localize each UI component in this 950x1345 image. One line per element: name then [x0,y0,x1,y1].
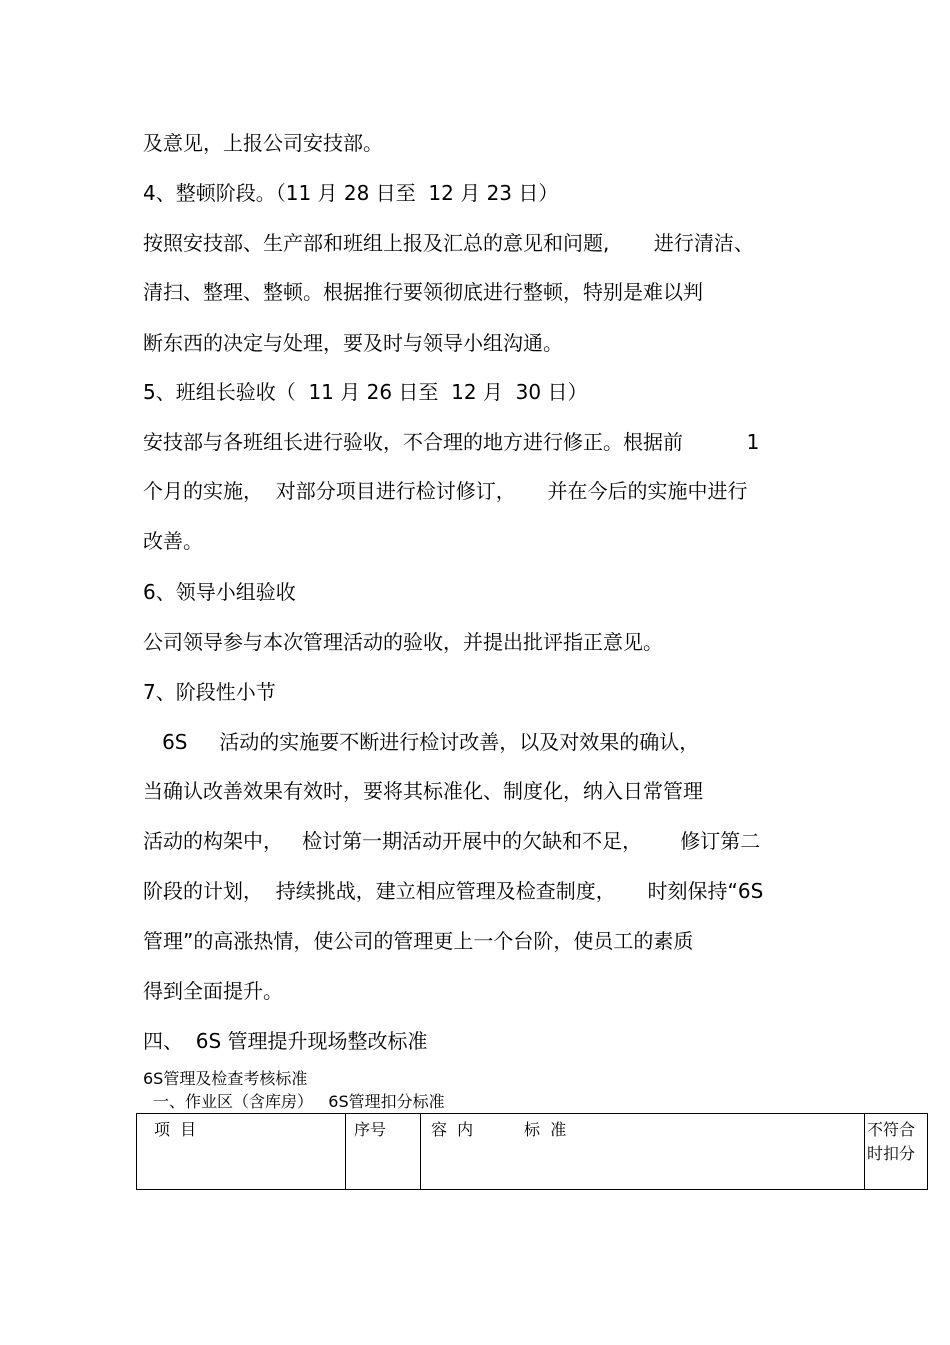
table-header-row [137,1114,928,1190]
text-line: 改善。 [143,529,203,553]
text-line: 安技部与各班组长进行验收，不合理的地方进行修正。根据前 1 [143,430,760,454]
text-line: 7、阶段性小节 [143,680,276,704]
text-line: 管理”的高涨热情，使公司的管理更上一个台阶，使员工的素质 [143,929,694,953]
header-deduction: 不符合时扣分 [865,1114,928,1190]
text-line: 得到全面提升。 [143,979,283,1003]
standards-table [136,1113,928,1190]
text-line: 5、班组长验收（ 11 月 26 日至 12 月 30 日） [143,380,588,404]
header-item: 项 目 [137,1114,346,1190]
text-line: 公司领导参与本次管理活动的验收，并提出批评指正意见。 [143,630,663,654]
section-heading: 四、 6S 管理提升现场整改标准 [143,1029,428,1053]
text-line: 6S 活动的实施要不断进行检讨改善，以及对效果的确认， [143,730,700,754]
text-line: 按照安技部、生产部和班组上报及汇总的意见和问题, 进行清洁、 [143,231,754,255]
text-line: 活动的构架中， 检讨第一期活动开展中的欠缺和不足， 修订第二 [143,829,761,853]
subheading: 6S管理及检查考核标准 [143,1069,308,1088]
text-line: 及意见，上报公司安技部。 [143,131,383,155]
text-line: 清扫、整理、整顿。根据推行要领彻底进行整顿，特别是难以判 [143,280,703,304]
text-line: 阶段的计划， 持续挑战，建立相应管理及检查制度， 时刻保持“6S [143,879,764,903]
text-line: 断东西的决定与处理，要及时与领导小组沟通。 [143,331,563,355]
table-caption: 一、作业区（含库房） 6S管理扣分标准 [153,1092,445,1111]
header-content-standard: 容 内 标 准 [421,1114,865,1190]
text-line: 4、整顿阶段。（11 月 28 日至 12 月 23 日） [143,181,559,205]
header-number: 序号 [346,1114,421,1190]
text-line: 6、领导小组验收 [143,580,296,604]
text-line: 当确认改善效果有效时，要将其标准化、制度化，纳入日常管理 [143,779,703,803]
text-line: 个月的实施， 对部分项目进行检讨修订， 并在今后的实施中进行 [143,479,748,503]
